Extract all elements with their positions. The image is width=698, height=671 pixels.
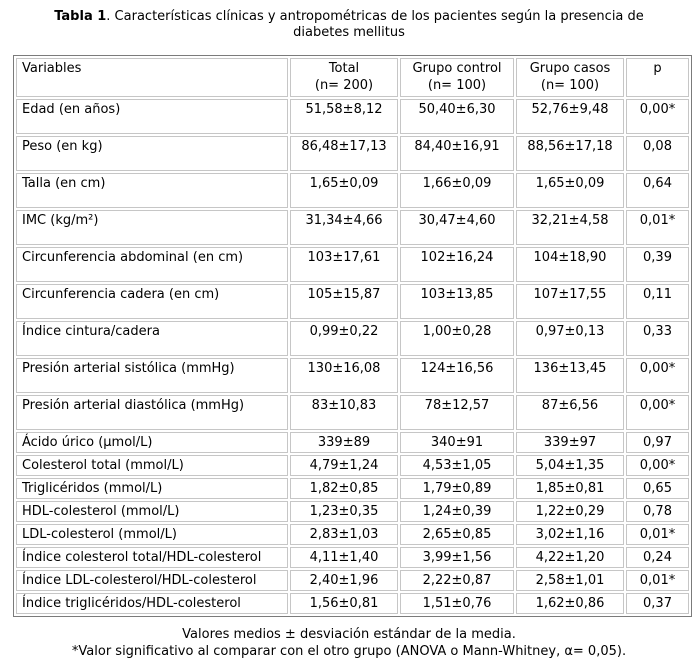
cell-casos: 2,58±1,01 (516, 570, 624, 591)
header-grupo-control-line1: Grupo control (412, 61, 502, 76)
header-grupo-control (400, 58, 514, 97)
cell-variable: Ácido úrico (µmol/L) (16, 432, 288, 453)
cell-control: 1,24±0,39 (400, 501, 514, 522)
cell-control: 340±91 (400, 432, 514, 453)
table-header (16, 58, 689, 97)
cell-p: 0,39 (626, 247, 689, 282)
table-row (16, 321, 689, 356)
table-title-number: Tabla 1 (54, 9, 107, 24)
cell-variable: Edad (en años) (16, 99, 288, 134)
table-row (16, 593, 689, 614)
cell-p: 0,00* (626, 99, 689, 134)
cell-casos: 3,02±1,16 (516, 524, 624, 545)
cell-casos: 136±13,45 (516, 358, 624, 393)
cell-p: 0,78 (626, 501, 689, 522)
cell-p: 0,37 (626, 593, 689, 614)
cell-control: 78±12,57 (400, 395, 514, 430)
table-row (16, 570, 689, 591)
cell-total: 1,82±0,85 (290, 478, 398, 499)
note-mean-sd: Valores medios ± desviación estándar de la media. (182, 627, 516, 642)
cell-casos: 1,62±0,86 (516, 593, 624, 614)
cell-control: 2,22±0,87 (400, 570, 514, 591)
header-variables (16, 58, 288, 97)
table-row (16, 547, 689, 568)
cell-total: 31,34±4,66 (290, 210, 398, 245)
table-row (16, 247, 689, 282)
cell-casos: 4,22±1,20 (516, 547, 624, 568)
cell-p: 0,64 (626, 173, 689, 208)
characteristics-table (13, 55, 692, 617)
cell-casos: 104±18,90 (516, 247, 624, 282)
cell-total: 103±17,61 (290, 247, 398, 282)
cell-casos: 1,85±0,81 (516, 478, 624, 499)
cell-variable: Índice LDL-colesterol/HDL-colesterol (16, 570, 288, 591)
table-row (16, 99, 689, 134)
cell-total: 1,56±0,81 (290, 593, 398, 614)
cell-p: 0,01* (626, 524, 689, 545)
table-row (16, 501, 689, 522)
cell-p: 0,00* (626, 358, 689, 393)
note-significance: *Valor significativo al comparar con el otro grupo (ANOVA o Mann-Whitney, α= 0,05). (71, 644, 627, 659)
table-title (29, 9, 669, 41)
table-body (16, 99, 689, 614)
header-total-line2: (n= 200) (314, 78, 374, 93)
header-grupo-casos-line2: (n= 100) (540, 78, 600, 93)
cell-variable: Índice colesterol total/HDL-colesterol (16, 547, 288, 568)
cell-variable: Circunferencia abdominal (en cm) (16, 247, 288, 282)
cell-total: 2,40±1,96 (290, 570, 398, 591)
cell-control: 1,00±0,28 (400, 321, 514, 356)
cell-total: 1,65±0,09 (290, 173, 398, 208)
header-p-line1: p (653, 61, 662, 76)
table-row (16, 358, 689, 393)
cell-casos: 87±6,56 (516, 395, 624, 430)
cell-variable: Talla (en cm) (16, 173, 288, 208)
cell-variable: Circunferencia cadera (en cm) (16, 284, 288, 319)
cell-total: 105±15,87 (290, 284, 398, 319)
table-notes (0, 626, 698, 660)
cell-control: 102±16,24 (400, 247, 514, 282)
cell-p: 0,01* (626, 210, 689, 245)
header-grupo-casos-line1: Grupo casos (529, 61, 611, 76)
table-row (16, 524, 689, 545)
table-row (16, 210, 689, 245)
cell-casos: 32,21±4,58 (516, 210, 624, 245)
cell-casos: 88,56±17,18 (516, 136, 624, 171)
cell-p: 0,01* (626, 570, 689, 591)
cell-casos: 1,65±0,09 (516, 173, 624, 208)
cell-control: 2,65±0,85 (400, 524, 514, 545)
table-row (16, 432, 689, 453)
cell-casos: 339±97 (516, 432, 624, 453)
cell-total: 4,11±1,40 (290, 547, 398, 568)
header-grupo-control-line2: (n= 100) (427, 78, 487, 93)
cell-control: 50,40±6,30 (400, 99, 514, 134)
cell-total: 130±16,08 (290, 358, 398, 393)
cell-control: 1,79±0,89 (400, 478, 514, 499)
cell-total: 1,23±0,35 (290, 501, 398, 522)
cell-variable: LDL-colesterol (mmol/L) (16, 524, 288, 545)
cell-p: 0,24 (626, 547, 689, 568)
header-p-value (626, 58, 689, 97)
cell-variable: Índice cintura/cadera (16, 321, 288, 356)
cell-control: 84,40±16,91 (400, 136, 514, 171)
cell-total: 0,99±0,22 (290, 321, 398, 356)
cell-variable: Peso (en kg) (16, 136, 288, 171)
header-grupo-casos (516, 58, 624, 97)
cell-casos: 5,04±1,35 (516, 455, 624, 476)
header-total-line1: Total (328, 61, 360, 76)
table-row (16, 284, 689, 319)
table-header-row (16, 58, 689, 97)
table-row (16, 173, 689, 208)
cell-p: 0,08 (626, 136, 689, 171)
cell-variable: Presión arterial diastólica (mmHg) (16, 395, 288, 430)
cell-total: 86,48±17,13 (290, 136, 398, 171)
cell-total: 4,79±1,24 (290, 455, 398, 476)
cell-control: 1,51±0,76 (400, 593, 514, 614)
cell-control: 3,99±1,56 (400, 547, 514, 568)
cell-control: 1,66±0,09 (400, 173, 514, 208)
table-row (16, 136, 689, 171)
cell-variable: Presión arterial sistólica (mmHg) (16, 358, 288, 393)
table-row (16, 395, 689, 430)
cell-total: 51,58±8,12 (290, 99, 398, 134)
cell-p: 0,00* (626, 455, 689, 476)
cell-variable: Triglicéridos (mmol/L) (16, 478, 288, 499)
cell-p: 0,11 (626, 284, 689, 319)
cell-control: 124±16,56 (400, 358, 514, 393)
cell-variable: IMC (kg/m²) (16, 210, 288, 245)
cell-casos: 107±17,55 (516, 284, 624, 319)
cell-casos: 52,76±9,48 (516, 99, 624, 134)
cell-control: 103±13,85 (400, 284, 514, 319)
table-row (16, 455, 689, 476)
cell-variable: HDL-colesterol (mmol/L) (16, 501, 288, 522)
cell-casos: 0,97±0,13 (516, 321, 624, 356)
cell-p: 0,00* (626, 395, 689, 430)
cell-total: 83±10,83 (290, 395, 398, 430)
header-total (290, 58, 398, 97)
cell-variable: Índice triglicéridos/HDL-colesterol (16, 593, 288, 614)
cell-control: 30,47±4,60 (400, 210, 514, 245)
cell-variable: Colesterol total (mmol/L) (16, 455, 288, 476)
cell-control: 4,53±1,05 (400, 455, 514, 476)
cell-total: 339±89 (290, 432, 398, 453)
cell-p: 0,97 (626, 432, 689, 453)
header-variables-line1: Variables (22, 61, 82, 76)
cell-p: 0,65 (626, 478, 689, 499)
table-title-text: . Características clínicas y antropométricas de los pacientes según la presencia de diabetes mellitus (106, 9, 644, 40)
cell-p: 0,33 (626, 321, 689, 356)
cell-total: 2,83±1,03 (290, 524, 398, 545)
cell-casos: 1,22±0,29 (516, 501, 624, 522)
table-row (16, 478, 689, 499)
